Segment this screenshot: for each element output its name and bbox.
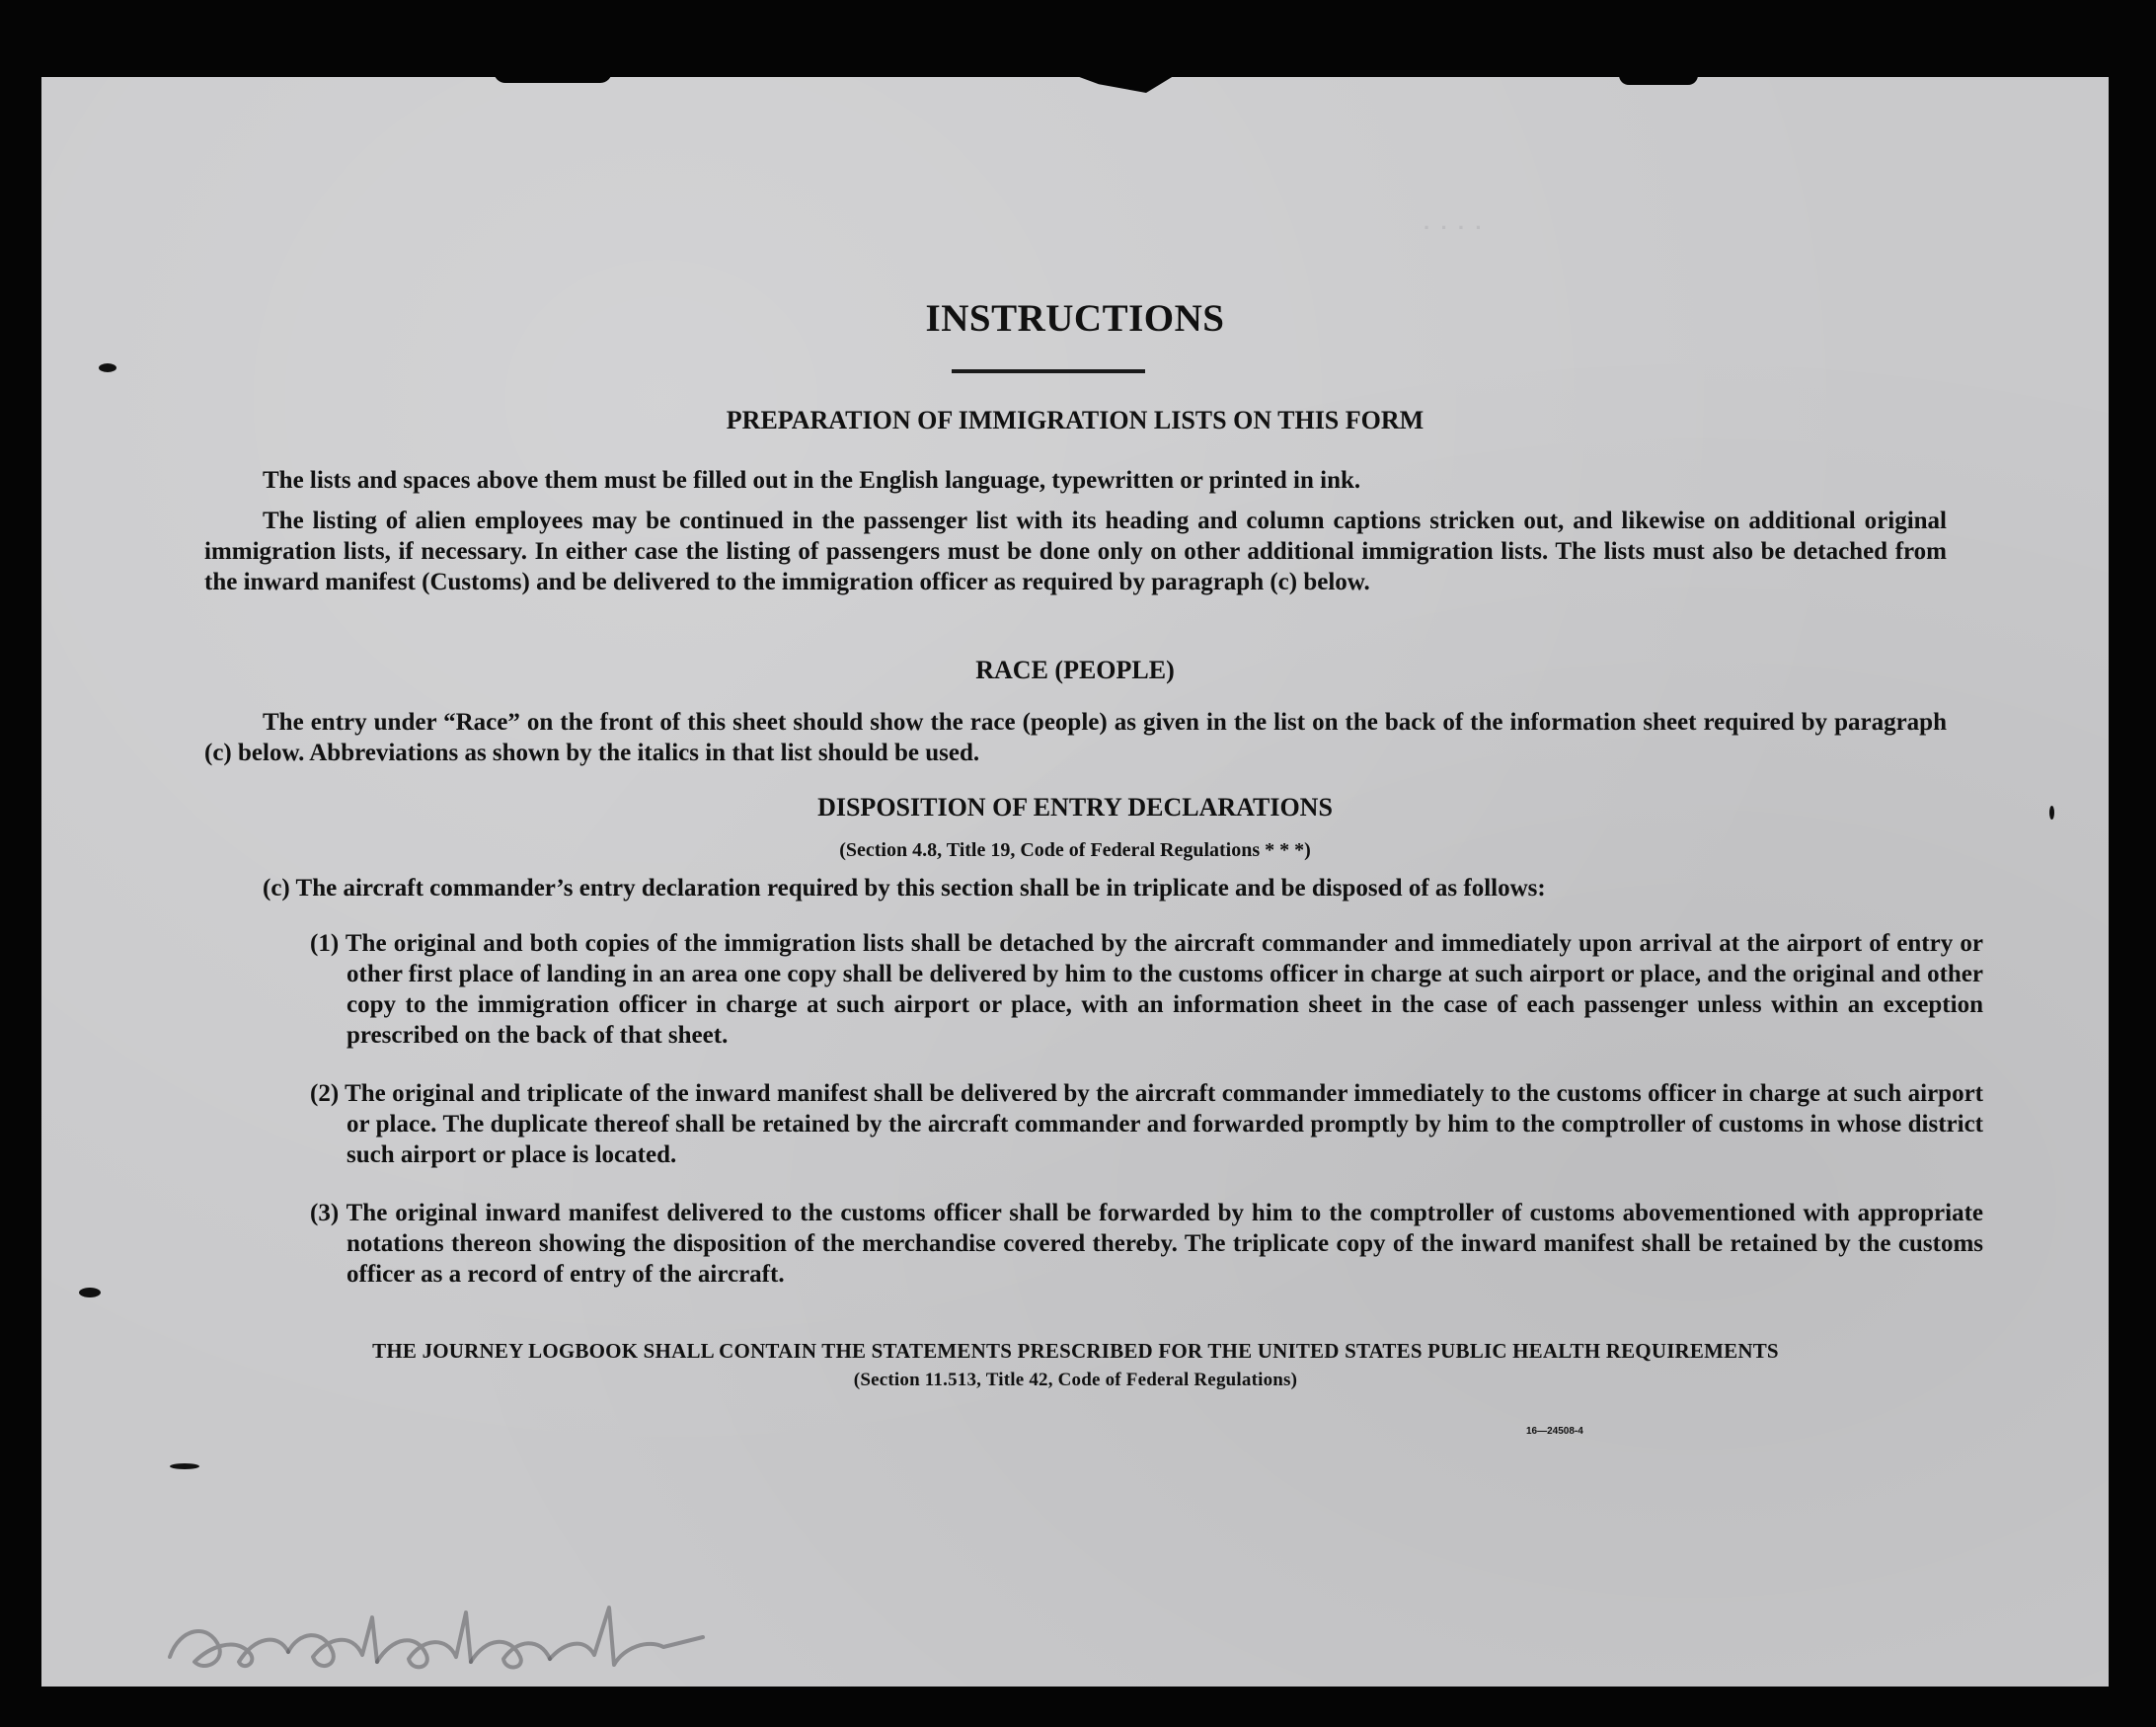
public-health-citation: (Section 11.513, Title 42, Code of Federal Regulations): [853, 1370, 1298, 1390]
race-paragraph: The entry under “Race” on the front of this sheet should show the race (people) as given in the list on the back of the information sheet required by paragraph (c) below. Abbreviations as shown by the italics in that list should be used.: [204, 709, 1947, 766]
document-sheet: [41, 77, 2109, 1687]
torn-edge-top-center: [1063, 71, 1182, 93]
ink-speck: [99, 363, 116, 372]
disposition-intro: (c) The aircraft commander’s entry declaration required by this section shall be in triplicate and be disposed of as follows:: [263, 875, 1546, 902]
preparation-paragraph-1: The lists and spaces above them must be filled out in the English language, typewritten or printed in ink.: [263, 467, 1361, 494]
handwritten-signature: [150, 1578, 742, 1696]
torn-edge-top-left: [494, 71, 612, 83]
disposition-citation: (Section 4.8, Title 19, Code of Federal Regulations * * *): [839, 839, 1311, 861]
preparation-paragraph-2: The listing of alien employees may be continued in the passenger list with its heading and column captions stricken out, and likewise on additional original immigration lists, if necessary. In either case the listing of passengers must be done only on other additional immigration lists. The lists must also be detached from the inward manifest (Customs) and be delivered to the immigration officer as required by paragraph (c) below.: [204, 508, 1947, 595]
ink-speck: [170, 1463, 199, 1469]
ink-speck: [79, 1288, 101, 1297]
disposition-item-1: (1) The original and both copies of the immigration lists shall be detached by the aircraft commander and immediately upon arrival at the airport of entry or other first place of landing in an area one copy shall be delivered by him to the customs officer in charge at such airport or place, and the original and other copy to the immigration officer in charge at such airport or place, with an information sheet in the case of each passenger unless within an exception prescribed on the back of that sheet.: [310, 930, 1983, 1049]
torn-edge-top-right: [1619, 75, 1698, 85]
section-heading-race: RACE (PEOPLE): [975, 656, 1175, 684]
disposition-item-3: (3) The original inward manifest delivered to the customs officer shall be forwarded by him to the comptroller of customs abovementioned with appropriate notations thereon showing the disposition of the merchandise covered thereby. The triplicate copy of the inward manifest shall be retained by the customs officer as a record of entry of the aircraft.: [310, 1200, 1983, 1288]
public-health-statement: THE JOURNEY LOGBOOK SHALL CONTAIN THE STATEMENTS PRESCRIBED FOR THE UNITED STATES PUBLIC HEALTH REQUIREMENTS: [372, 1339, 1779, 1363]
title-underline: [952, 369, 1145, 373]
form-number: 16—24508-4: [1526, 1426, 1583, 1437]
section-heading-disposition: DISPOSITION OF ENTRY DECLARATIONS: [817, 793, 1333, 822]
document-title: INSTRUCTIONS: [925, 297, 1225, 340]
disposition-item-2: (2) The original and triplicate of the inward manifest shall be delivered by the aircraft commander immediately to the customs officer in charge at such airport or place. The duplicate thereof shall be retained by the aircraft commander and forwarded promptly by him to the comptroller of customs in whose district such airport or place is located.: [310, 1080, 1983, 1168]
bleed-through-text: · · · ·: [1424, 215, 1485, 240]
section-heading-preparation: PREPARATION OF IMMIGRATION LISTS ON THIS FORM: [726, 406, 1424, 434]
